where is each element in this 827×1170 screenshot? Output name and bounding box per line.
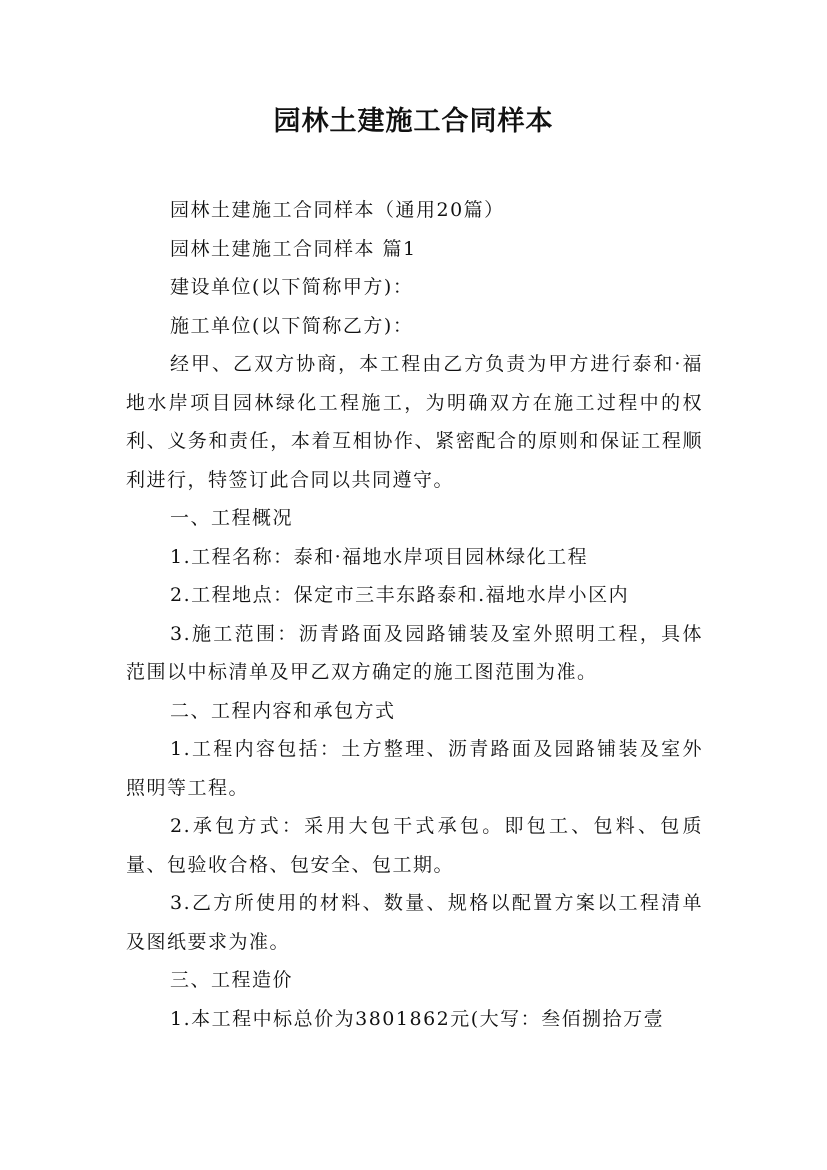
paragraph-content-items: 1.工程内容包括：土方整理、沥青路面及园路铺装及室外照明等工程。: [126, 738, 703, 799]
paragraph-section-1: 园林土建施工合同样本 篇1: [170, 237, 417, 260]
paragraph-party-a: 建设单位(以下简称甲方)：: [170, 276, 414, 298]
document-title: 园林土建施工合同样本: [273, 106, 554, 137]
paragraph-project-location: 2.工程地点：保定市三丰东路泰和.福地水岸小区内: [170, 584, 630, 606]
document-body: [126, 191, 703, 1038]
paragraph-cost-heading: 三、工程造价: [170, 969, 294, 991]
paragraph-materials: 3.乙方所使用的材料、数量、规格以配置方案以工程清单及图纸要求为准。: [126, 892, 703, 953]
paragraph-overview-heading: 一、工程概况: [170, 507, 294, 529]
paragraph-project-scope: 3.施工范围：沥青路面及园路铺装及室外照明工程，具体范围以中标清单及甲乙双方确定的施工图范围为准。: [126, 622, 703, 683]
paragraph-preamble: 经甲、乙双方协商，本工程由乙方负责为甲方进行泰和·福地水岸项目园林绿化工程施工，为明确双方在施工过程中的权利、义务和责任，本着互相协作、紧密配合的原则和保证工程顺利进行，特签订此合同以共同遵守。: [126, 353, 703, 491]
paragraph-party-b: 施工单位(以下简称乙方)：: [170, 314, 414, 337]
paragraph-content-heading: 二、工程内容和承包方式: [170, 699, 396, 722]
paragraph-project-name: 1.工程名称：泰和·福地水岸项目园林绿化工程: [170, 545, 589, 568]
paragraph-contract-method: 2.承包方式：采用大包干式承包。即包工、包料、包质量、包验收合格、包安全、包工期。: [126, 815, 703, 876]
paragraph-total-price: 1.本工程中标总价为3801862元(大写：叁佰捌拾万壹: [170, 1007, 665, 1030]
paragraph-heading-general: 园林土建施工合同样本（通用20篇）: [170, 199, 505, 221]
